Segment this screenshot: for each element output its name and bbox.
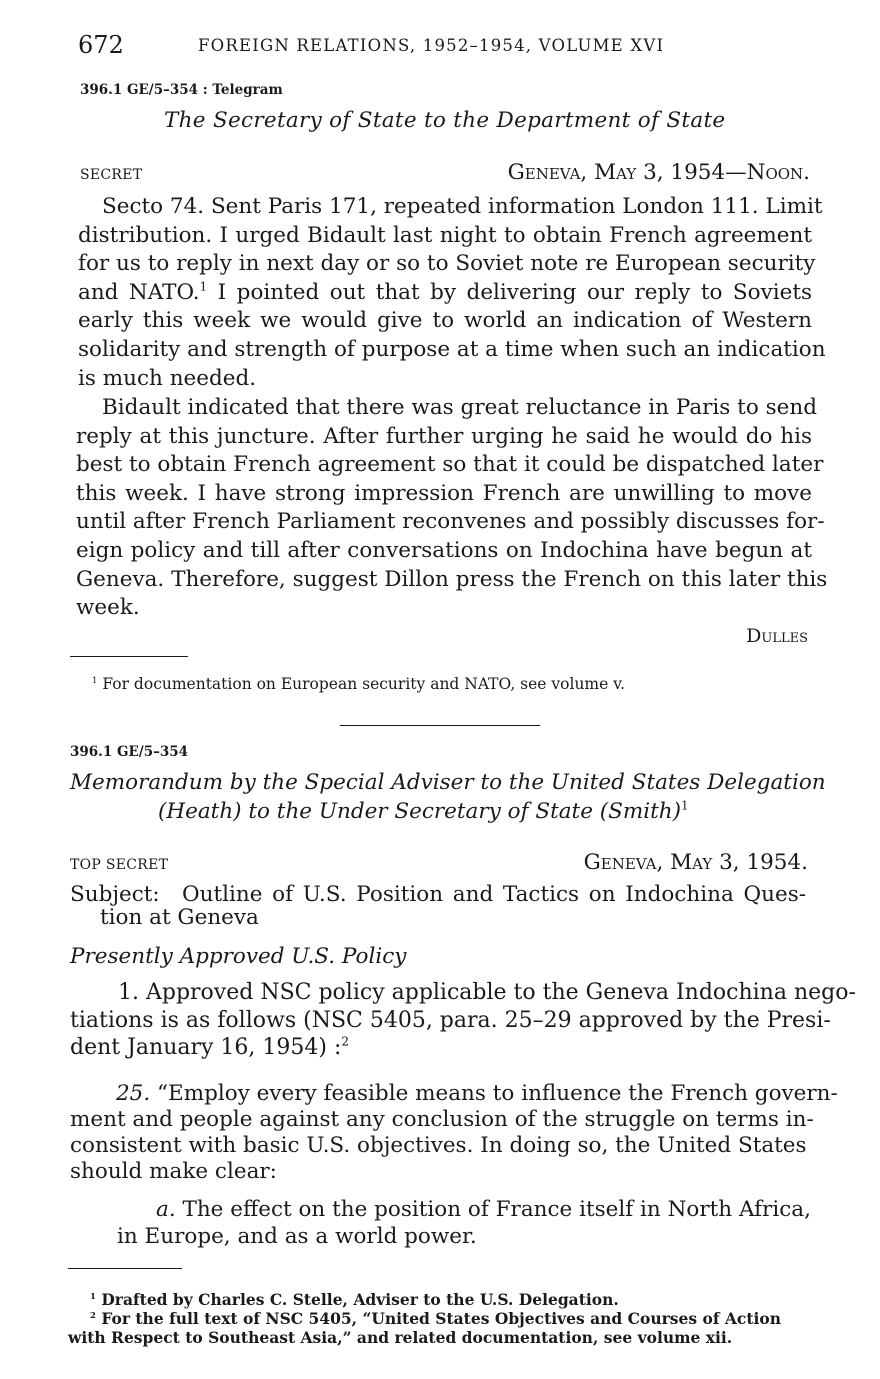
document-heading: Memorandum by the Special Adviser to the United States Delegation xyxy=(70,770,826,795)
text-line xyxy=(70,1081,838,1107)
policy-paragraph-25 xyxy=(70,1081,838,1185)
footnote-mark: 1 xyxy=(681,798,689,813)
text-line: distribution. I urged Bidault last night to obtain French agreement xyxy=(78,222,812,248)
text-line: 1. Approved NSC policy applicable to the Geneva Indochina nego- xyxy=(118,980,856,1005)
footnote-mark: 1 xyxy=(92,676,98,687)
text-line: consistent with basic U.S. objectives. In doing so, the United States xyxy=(70,1133,807,1158)
text-line: best to obtain French agreement so that it could be dispatched later xyxy=(76,452,824,478)
text-line: this week. I have strong impression French are unwilling to move xyxy=(76,480,812,506)
text-line: is much needed. xyxy=(78,365,257,391)
file-reference: 396.1 GE/5–354 : Telegram xyxy=(80,82,283,98)
subject-label: Subject: xyxy=(70,882,160,907)
footnote-continuation: with Respect to Southeast Asia,” and related documentation, see volume xii. xyxy=(68,1328,733,1347)
text-line xyxy=(117,1196,811,1223)
text-line: until after French Parliament reconvenes and possibly discusses for- xyxy=(76,509,825,535)
file-reference: 396.1 GE/5–354 xyxy=(70,744,189,760)
text-line: eign policy and till after conversations on Indochina have begun at xyxy=(76,537,812,563)
section-heading: Presently Approved U.S. Policy xyxy=(70,944,407,969)
document-heading-line-2 xyxy=(158,799,689,824)
text-line: Geneva. Therefore, suggest Dillon press the French on this later this xyxy=(76,566,828,592)
text-line: should make clear: xyxy=(70,1159,277,1184)
text-line xyxy=(70,1034,806,1062)
footnote-rule xyxy=(70,656,188,657)
classification: TOP SECRET xyxy=(70,857,169,873)
footnote xyxy=(90,1309,806,1328)
document-heading: The Secretary of State to the Department of State xyxy=(164,108,726,133)
text-segment: “Employ every feasible means to influence the French govern- xyxy=(150,1081,838,1106)
item-label: a. xyxy=(156,1197,176,1222)
telegram-paragraph-1 xyxy=(78,193,826,393)
text-segment: The effect on the position of France itself in North Africa, xyxy=(175,1197,811,1222)
signature: Dulles xyxy=(746,625,808,647)
text-line: early this week we would give to world an indication of Western xyxy=(78,308,812,334)
text-segment: and NATO. xyxy=(78,279,200,305)
footnote-text: For documentation on European security and NATO, see volume v. xyxy=(102,675,626,693)
text-line: for us to reply in next day or so to Soviet note re European security xyxy=(78,251,816,277)
page-number: 672 xyxy=(78,31,124,59)
text-line: ment and people against any conclusion of the struggle on terms in- xyxy=(70,1107,814,1132)
classification: SECRET xyxy=(80,167,143,183)
paragraph-number: 25. xyxy=(116,1081,151,1106)
text-line: in Europe, and as a world power. xyxy=(117,1224,477,1249)
subject-line: Outline of U.S. Position and Tactics on Indochina Ques- xyxy=(182,882,806,907)
text-line xyxy=(78,279,812,308)
footnote xyxy=(92,675,625,693)
text-line: Secto 74. Sent Paris 171, repeated information London 111. Limit xyxy=(102,194,823,219)
footnote-text: For the full text of NSC 5405, “United States Objectives and Courses of Action xyxy=(101,1309,782,1328)
running-title: FOREIGN RELATIONS, 1952–1954, VOLUME XVI xyxy=(198,36,665,55)
text-segment: dent January 16, 1954) : xyxy=(70,1035,342,1061)
heading-text: (Heath) to the Under Secretary of State (Smith) xyxy=(158,799,682,824)
footnote-mark: 2 xyxy=(90,1311,96,1322)
dateline: Geneva, May 3, 1954—Noon. xyxy=(507,160,810,185)
text-line: tiations is as follows (NSC 5405, para. 25–29 approved by the Presi- xyxy=(70,1007,831,1033)
text-segment: I pointed out that by delivering our reply to Soviets xyxy=(207,279,812,305)
subject-line-2: tion at Geneva xyxy=(100,905,259,930)
footnote-mark: 1 xyxy=(199,279,208,294)
footnote xyxy=(90,1290,619,1309)
dateline: Geneva, May 3, 1954. xyxy=(583,850,808,875)
footnote-mark: 2 xyxy=(341,1034,350,1049)
telegram-paragraph-2 xyxy=(76,394,828,623)
text-line: solidarity and strength of purpose at a time when such an indication xyxy=(78,336,826,362)
footnote-rule xyxy=(68,1268,182,1269)
footnote-mark: 1 xyxy=(90,1292,96,1303)
document-separator xyxy=(340,725,540,726)
policy-paragraph-1 xyxy=(70,979,856,1062)
text-line: week. xyxy=(76,595,140,621)
text-line: reply at this juncture. After further urging he said he would do his xyxy=(76,423,812,449)
text-line: Bidault indicated that there was great reluctance in Paris to send xyxy=(102,395,817,420)
policy-item-a xyxy=(117,1196,811,1250)
footnote-text: Drafted by Charles C. Stelle, Adviser to the U.S. Delegation. xyxy=(101,1290,619,1309)
